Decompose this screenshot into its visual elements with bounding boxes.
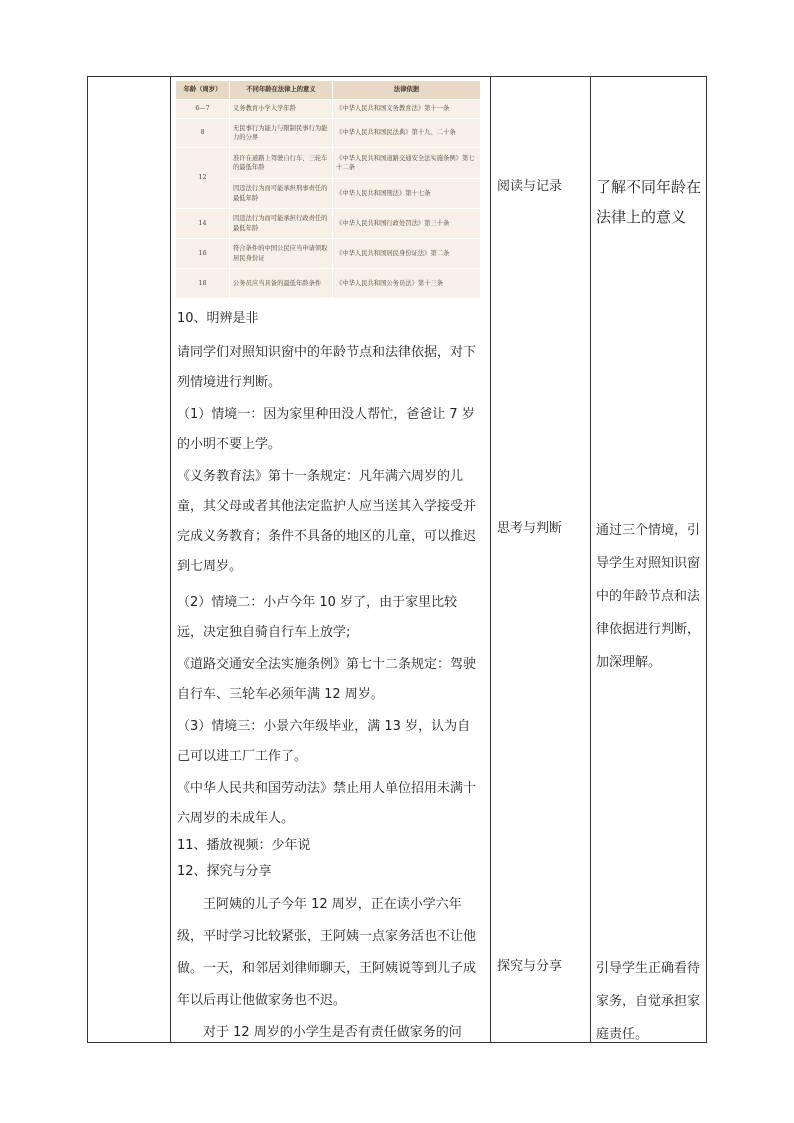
activity-explore-share: 探究与分享 (497, 959, 563, 974)
section-heading-12: 12、探究与分享 (177, 864, 272, 879)
header-meaning: 不同年龄在法律上的意义 (230, 81, 333, 100)
meaning-cell: 符合条件的中国公民应当申请领取居民身份证 (230, 239, 333, 269)
instruction-paragraph: 请同学们对照知识窗中的年龄节点和法律依据，对下列情境进行判断。 (177, 345, 477, 390)
scenario-3: （3）情境三：小景六年级毕业，满 13 岁，认为自己可以进工厂工作了。 (177, 719, 471, 764)
meaning-cell: 因违法行为而可能承担刑事责任的最低年龄 (230, 179, 333, 209)
scenario-1: （1）情境一：因为家里种田没人帮忙，爸爸让 7 岁的小明不要上学。 (177, 407, 475, 452)
age-law-table (175, 80, 481, 299)
meaning-cell: 无民事行为能力与限制民事行为能力的分界 (230, 119, 333, 148)
age-cell: 12 (176, 148, 230, 209)
age-cell: 16 (176, 239, 230, 269)
table-row (176, 269, 481, 299)
activity-read-record: 阅读与记录 (497, 179, 563, 194)
age-cell: 6—7 (176, 100, 230, 119)
scenario-2: （2）情境二：小卢今年 10 岁了，由于家里比较远，决定独自骑自行车上放学; (177, 595, 458, 640)
question-paragraph: 对于 12 周岁的小学生是否有责任做家务的问 (203, 1025, 462, 1040)
basis-cell: 《中华人民共和国刑法》第十七条 (333, 179, 481, 209)
meaning-cell: 义务教育小学入学年龄 (230, 100, 333, 119)
meaning-cell: 公务员应当具备的最低年龄条件 (230, 269, 333, 299)
basis-cell: 《中华人民共和国居民身份证法》第二条 (333, 239, 481, 269)
purpose-2: 通过三个情境，引导学生对照知识窗中的年龄节点和法律依据进行判断，加深理解。 (596, 523, 701, 670)
meaning-cell: 准许在道路上驾驶自行车、三轮车的最低年龄 (230, 148, 333, 179)
column-divider (490, 77, 491, 1042)
story-paragraph: 王阿姨的儿子今年 12 周岁，正在读小学六年级，平时学习比较紧张，王阿姨一点家务活也不让他做。一天，和邻居刘律师聊天，王阿姨说等到儿子成年以后再让他做家务也不迟。 (177, 897, 477, 1008)
basis-cell: 《中华人民共和国民法典》第十九、二十条 (333, 119, 481, 148)
age-cell: 14 (176, 209, 230, 239)
teaching-content-cell (171, 77, 487, 1042)
activity-think-judge: 思考与判断 (497, 521, 563, 536)
table-row (176, 209, 481, 239)
basis-cell: 《中华人民共和国公务员法》第十三条 (333, 269, 481, 299)
age-cell: 18 (176, 269, 230, 299)
basis-cell: 《中华人民共和国义务教育法》第十一条 (333, 100, 481, 119)
lesson-table (87, 76, 707, 1043)
table-row (176, 239, 481, 269)
table-row (176, 119, 481, 148)
law-quote-3: 《中华人民共和国劳动法》禁止用人单位招用未满十六周岁的未成年人。 (177, 781, 477, 826)
meaning-cell: 因违法行为而可能承担行政责任的最低年龄 (230, 209, 333, 239)
table-row (176, 100, 481, 119)
section-heading-10: 10、明辨是非 (177, 311, 259, 326)
column-divider (590, 77, 591, 1042)
header-basis: 法律依据 (333, 81, 481, 100)
header-age: 年龄（周岁） (176, 81, 230, 100)
age-cell: 8 (176, 119, 230, 148)
law-quote-1: 《义务教育法》第十一条规定：凡年满六周岁的儿童，其父母或者其他法定监护人应当送其入学接受并完成义务教育；条件不具备的地区的儿童，可以推迟到七周岁。 (177, 469, 477, 574)
basis-cell: 《中华人民共和国道路交通安全法实施条例》第七十二条 (333, 148, 481, 179)
purpose-3: 引导学生正确看待家务，自觉承担家庭责任。 (596, 961, 701, 1042)
purpose-1: 了解不同年龄在法律上的意义 (596, 178, 702, 226)
law-quote-2: 《道路交通安全法实施条例》第七十二条规定：驾驶自行车、三轮车必须年满 12 周岁。 (177, 657, 477, 702)
basis-cell: 《中华人民共和国行政处罚法》第三十条 (333, 209, 481, 239)
table-row (176, 148, 481, 179)
age-law-table-header (176, 81, 481, 100)
section-heading-11: 11、播放视频：少年说 (177, 838, 311, 853)
